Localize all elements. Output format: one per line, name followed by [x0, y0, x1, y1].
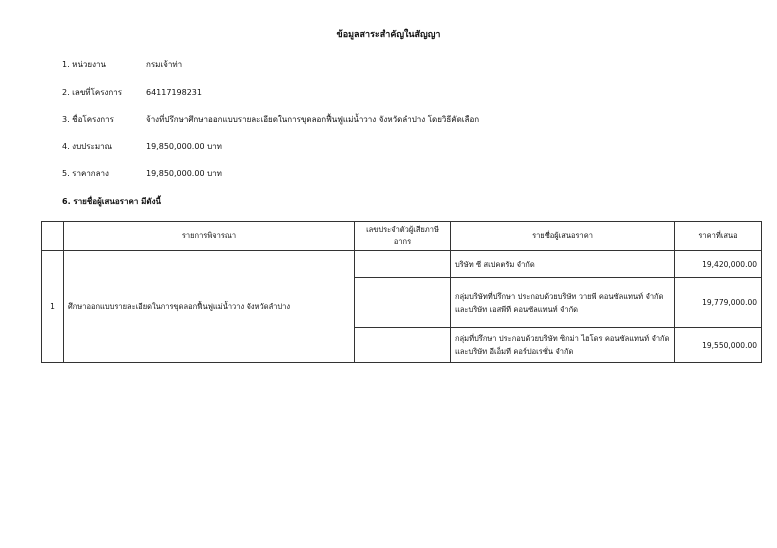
field-label: 3. ชื่อโครงการ: [62, 115, 114, 124]
field-value: 64117198231: [146, 88, 202, 97]
row-item: ศึกษาออกแบบรายละเอียดในการขุดลอกฟื้นฟูแม่น้ำวาง จังหวัดลำปาง: [64, 251, 355, 363]
field-value: 19,850,000.00 บาท: [146, 169, 222, 178]
field-agency: [62, 59, 182, 71]
document-title: ข้อมูลสาระสำคัญในสัญญา: [336, 30, 441, 40]
bidder-name: กลุ่มบริษัทที่ปรึกษา ประกอบด้วยบริษัท วายพี คอนซัลแทนท์ จำกัด และบริษัท เอสพีที คอนซัลแทนท์ จำกัด: [451, 278, 675, 328]
field-label: 2. เลขที่โครงการ: [62, 88, 123, 97]
bid-price: 19,420,000.00: [675, 251, 762, 278]
table-row: [42, 251, 762, 278]
tax-id-cell: [355, 251, 451, 278]
field-label: 5. ราคากลาง: [62, 169, 109, 178]
field-value: จ้างที่ปรึกษาศึกษาออกแบบรายละเอียดในการขุดลอกฟื้นฟูแม่น้ำวาง จังหวัดลำปาง โดยวิธีคัดเลือก: [146, 115, 480, 124]
field-value: กรมเจ้าท่า: [146, 60, 183, 69]
table-header-row: [42, 222, 762, 251]
header-bidder: รายชื่อผู้เสนอราคา: [451, 222, 675, 251]
field-project-number: [62, 87, 202, 99]
bid-price: 19,550,000.00: [675, 328, 762, 363]
field-value: 19,850,000.00 บาท: [146, 142, 222, 151]
field-label: 4. งบประมาณ: [62, 142, 113, 151]
row-number: 1: [42, 251, 64, 363]
field-budget: [62, 141, 222, 153]
tax-id-cell: [355, 278, 451, 328]
field-project-name: [62, 114, 479, 126]
bidders-table: [41, 221, 762, 363]
header-price: ราคาที่เสนอ: [675, 222, 762, 251]
header-item: รายการพิจารณา: [64, 222, 355, 251]
bidder-name: กลุ่มที่ปรึกษา ประกอบด้วยบริษัท ซิกม่า ไฮโดร คอนซัลแทนท์ จำกัด และบริษัท อีเอ็มที คอร์ปอเรชั่น จำกัด: [451, 328, 675, 363]
header-number: [42, 222, 64, 251]
bidder-name: บริษัท ซี สเปคตรัม จำกัด: [451, 251, 675, 278]
tax-id-cell: [355, 328, 451, 363]
bid-price: 19,779,000.00: [675, 278, 762, 328]
header-tax-id: เลขประจำตัวผู้เสียภาษีอากร: [355, 222, 451, 251]
field-label: 1. หน่วยงาน: [62, 60, 106, 69]
section-bidders-heading: 6. รายชื่อผู้เสนอราคา มีดังนี้: [62, 197, 161, 206]
field-median-price: [62, 168, 222, 180]
